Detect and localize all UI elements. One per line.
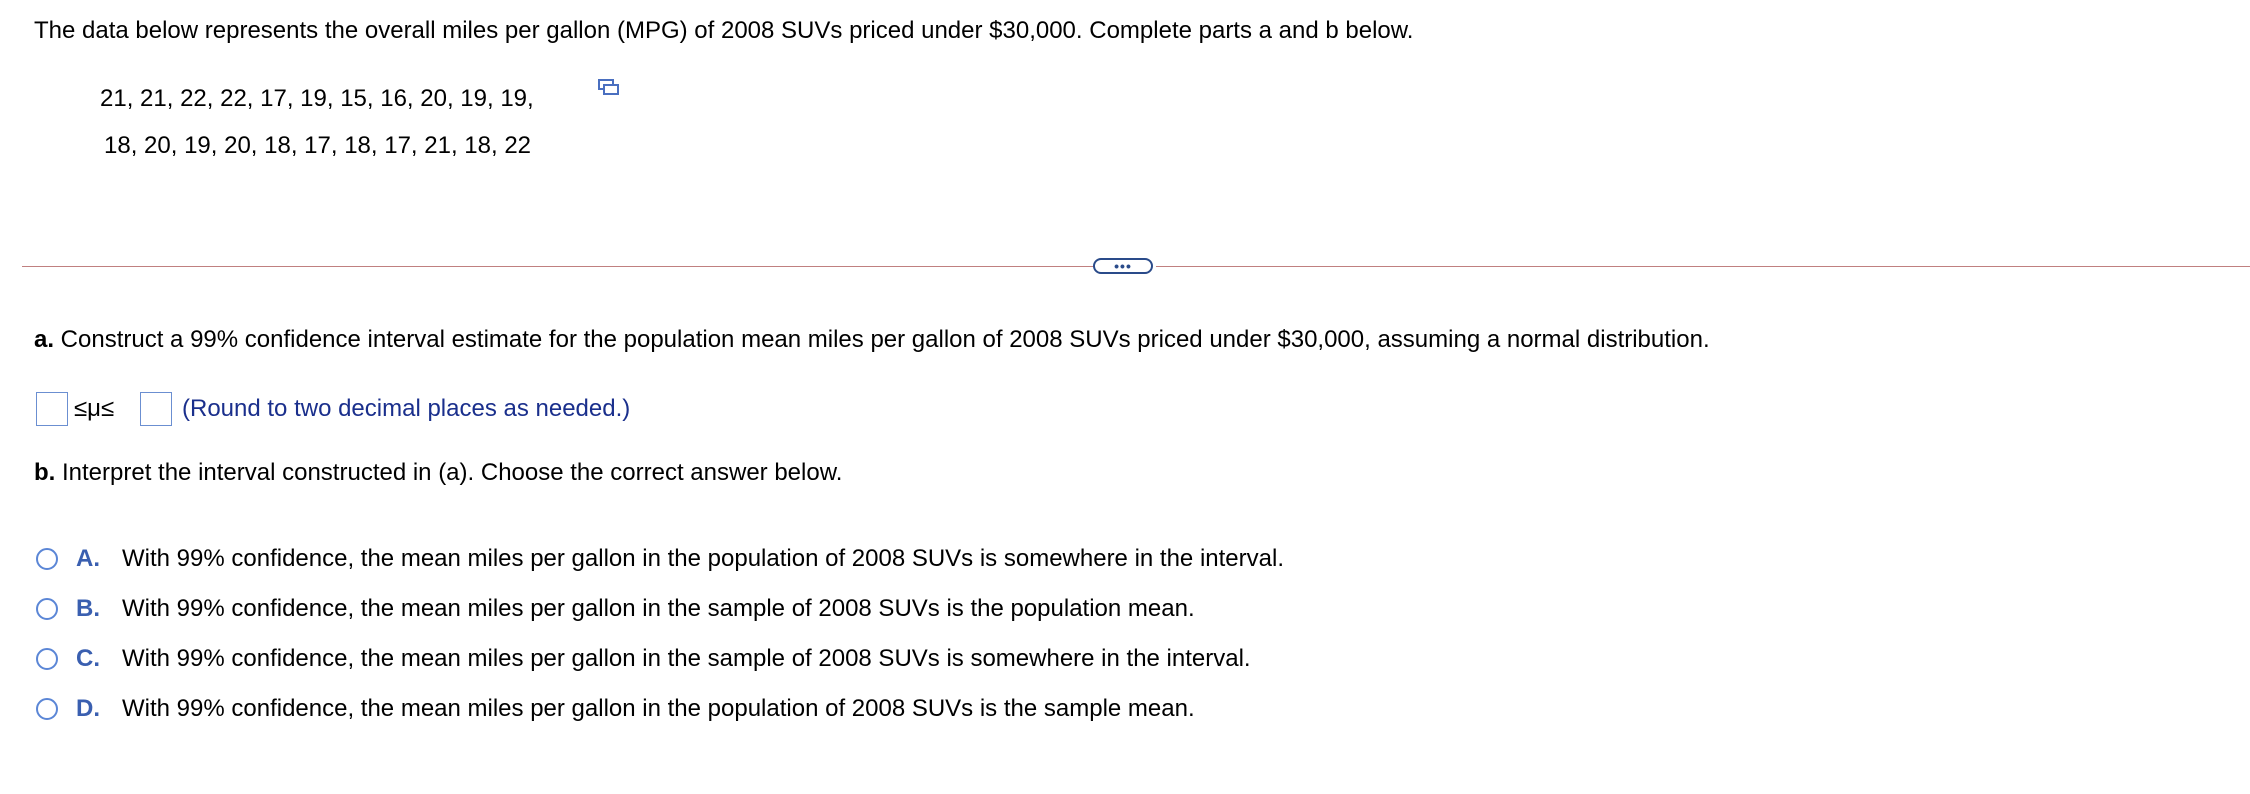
part-b-prompt [34,459,842,487]
option-text: With 99% confidence, the mean miles per gallon in the sample of 2008 SUVs is the population mean. [122,595,1195,622]
rounding-note: (Round to two decimal places as needed.) [182,395,631,422]
part-b-label: b. [34,459,56,486]
option-letter: C. [76,645,100,672]
option-c[interactable] [36,642,1386,676]
option-text: With 99% confidence, the mean miles per gallon in the sample of 2008 SUVs is somewhere in the interval. [122,645,1251,672]
question-intro: The data below represents the overall miles per gallon (MPG) of 2008 SUVs priced under $30,000. Complete parts a and b below. [34,17,1414,44]
part-a-prompt [34,326,1710,354]
part-a-text: Construct a 99% confidence interval estimate for the population mean miles per gallon of 2008 SUVs priced under $30,000, assuming a normal distribution. [54,326,1710,353]
option-letter: B. [76,595,100,622]
option-letter: A. [76,545,100,572]
copy-data-icon[interactable] [597,78,621,98]
option-letter: D. [76,695,100,722]
section-divider [22,266,1094,267]
section-divider [1156,266,2250,267]
radio-option-b[interactable] [36,598,58,620]
radio-option-d[interactable] [36,698,58,720]
part-b-text: Interpret the interval constructed in (a). Choose the correct answer below. [55,459,843,486]
option-a[interactable] [36,542,1416,576]
lower-bound-input[interactable] [36,392,68,426]
option-text: With 99% confidence, the mean miles per gallon in the population of 2008 SUVs is the sample mean. [122,695,1195,722]
expand-button[interactable]: ••• [1093,258,1153,274]
option-text: With 99% confidence, the mean miles per gallon in the population of 2008 SUVs is somewhere in the interval. [122,545,1284,572]
radio-option-c[interactable] [36,648,58,670]
radio-option-a[interactable] [36,548,58,570]
data-line-2: 18, 20, 19, 20, 18, 17, 18, 17, 21, 18, 22 [104,132,532,159]
upper-bound-input[interactable] [140,392,172,426]
option-b[interactable] [36,592,1336,626]
option-d[interactable] [36,692,1336,726]
data-line-1: 21, 21, 22, 22, 17, 19, 15, 16, 20, 19, 19, [100,85,534,112]
part-a-label: a. [34,326,55,353]
inequality-symbols: ≤μ≤ [74,395,115,422]
